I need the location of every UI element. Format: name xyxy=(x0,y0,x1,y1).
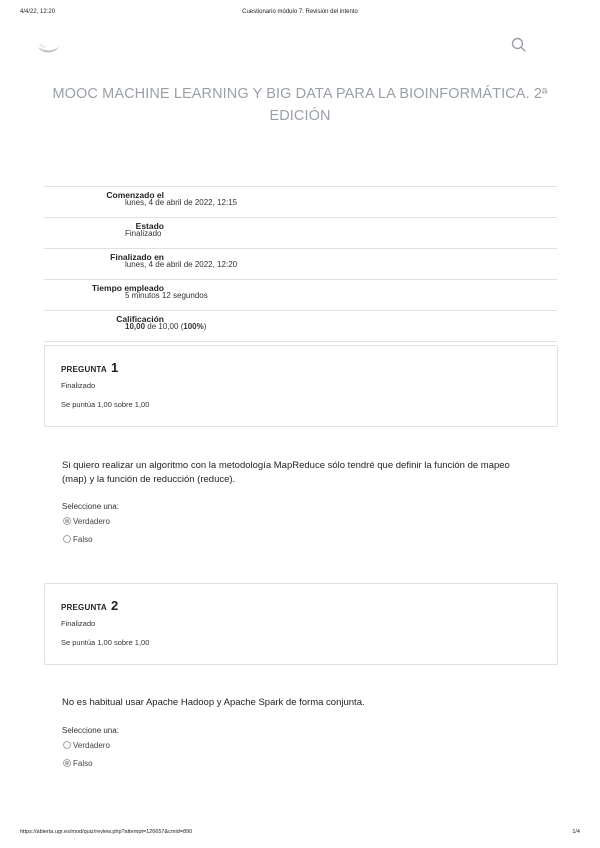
summary-value xyxy=(125,322,206,331)
question-info-box xyxy=(44,583,558,665)
answer-option[interactable] xyxy=(63,740,110,752)
grade-percent: 100% xyxy=(183,322,204,331)
radio-checked-icon[interactable] xyxy=(63,759,71,767)
radio-unchecked-icon[interactable] xyxy=(63,741,71,749)
question-state: Finalizado xyxy=(61,619,96,628)
course-title: MOOC MACHINE LEARNING Y BIG DATA PARA LA BIOINFORMÁTICA. 2ª EDICIÓN xyxy=(52,86,548,124)
summary-row-state xyxy=(44,218,557,249)
summary-row-grade xyxy=(44,311,557,342)
summary-row-started xyxy=(44,187,557,218)
radio-checked-icon[interactable] xyxy=(63,517,71,525)
answer-option[interactable] xyxy=(63,516,110,528)
answer-option[interactable] xyxy=(63,534,93,546)
answer-option-label: Falso xyxy=(73,759,93,768)
question-state: Finalizado xyxy=(61,381,96,390)
summary-value: lunes, 4 de abril de 2022, 12:20 xyxy=(125,260,238,269)
summary-value: 5 minutos 12 segundos xyxy=(125,291,208,300)
question-info-box xyxy=(44,345,558,427)
question-grade: Se puntúa 1,00 sobre 1,00 xyxy=(61,400,150,409)
attempt-summary-table xyxy=(44,186,557,342)
summary-label: Tiempo empleado xyxy=(91,283,164,293)
print-document-title: Cuestionario módulo 7: Revisión del intento xyxy=(242,9,358,15)
summary-row-finished xyxy=(44,249,557,280)
question-text: No es habitual usar Apache Hadoop y Apache Spark de forma conjunta. xyxy=(62,697,365,708)
print-date: 4/4/22, 12:20 xyxy=(20,9,56,15)
question-number xyxy=(61,598,118,613)
summary-label: Estado xyxy=(135,221,164,231)
question-grade: Se puntúa 1,00 sobre 1,00 xyxy=(61,638,150,647)
grade-of: de 10,00 ( xyxy=(145,322,184,331)
answer-option[interactable] xyxy=(63,758,93,770)
grade-score: 10,00 xyxy=(125,322,146,331)
print-header xyxy=(0,9,600,21)
question-text: Si quiero realizar un algoritmo con la metodología MapReduce sólo tendré que definir la función de mapeo (map) y la función de reducción (reduce). xyxy=(62,460,510,485)
question-number xyxy=(61,360,118,375)
radio-unchecked-icon[interactable] xyxy=(63,535,71,543)
answer-option-label: Falso xyxy=(73,535,93,544)
summary-value: lunes, 4 de abril de 2022, 12:15 xyxy=(125,198,238,207)
question-label: PREGUNTA xyxy=(61,365,107,374)
answer-prompt: Seleccione una: xyxy=(62,726,119,735)
answer-option-label: Verdadero xyxy=(73,741,110,750)
answer-option-label: Verdadero xyxy=(73,517,110,526)
question-number-value: 2 xyxy=(111,598,119,613)
summary-label: Finalizado en xyxy=(110,252,164,262)
print-url: https://abierta.ugr.es/mod/quiz/review.php?attempt=126657&cmid=890 xyxy=(20,829,193,835)
summary-row-time xyxy=(44,280,557,311)
answer-prompt: Seleccione una: xyxy=(62,502,119,511)
summary-value: Finalizado xyxy=(125,229,162,238)
grade-close: ) xyxy=(203,322,207,331)
print-page-number: 1/4 xyxy=(572,829,580,835)
question-label: PREGUNTA xyxy=(61,603,107,612)
summary-label: Calificación xyxy=(116,314,164,324)
question-number-value: 1 xyxy=(111,360,119,375)
search-icon[interactable] xyxy=(510,36,528,54)
logo-swoosh-icon[interactable] xyxy=(36,38,62,58)
summary-label: Comenzado el xyxy=(106,190,164,200)
